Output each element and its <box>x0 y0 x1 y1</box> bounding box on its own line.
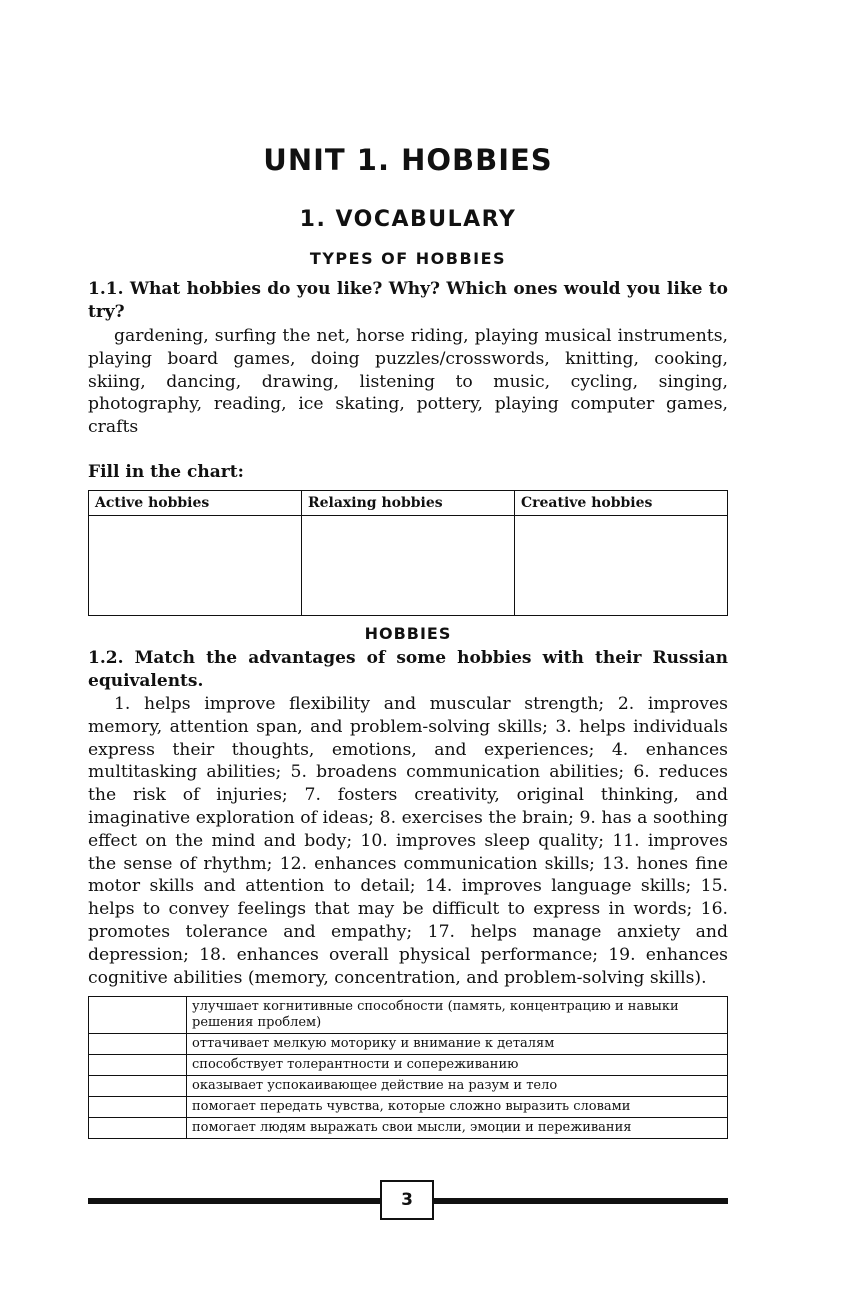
creative-hobbies-cell[interactable] <box>515 516 728 616</box>
hobby-chart <box>88 490 728 616</box>
answer-cell[interactable] <box>89 1055 187 1076</box>
section-title: 1. VOCABULARY <box>299 207 517 232</box>
russian-equivalent: улучшает когнитивные способности (память, концентрацию и навыки решения проблем) <box>187 997 728 1034</box>
russian-equivalent: оказывает успокаивающее действие на разум и тело <box>187 1076 728 1097</box>
answer-cell[interactable] <box>89 1076 187 1097</box>
active-hobbies-cell[interactable] <box>89 516 302 616</box>
russian-equivalent: оттачивает мелкую моторику и внимание к деталям <box>187 1034 728 1055</box>
russian-equivalent: помогает людям выражать свои мысли, эмоции и переживания <box>187 1118 728 1139</box>
page-number: 3 <box>380 1180 434 1220</box>
hobbies-heading: HOBBIES <box>364 624 452 643</box>
subsection-title: TYPES OF HOBBIES <box>309 249 507 268</box>
page-footer <box>88 1180 728 1222</box>
relaxing-hobbies-header: Relaxing hobbies <box>302 491 515 516</box>
answer-cell[interactable] <box>89 997 187 1034</box>
advantages-list: 1. helps improve flexibility and muscular strength; 2. improves memory, attention span, and problem-solving skills; 3. helps individuals express their thoughts, emotions, and experiences; 4. enhances multitasking abilities; 5. broadens communication abilities; 6. reduces the risk of injuries; 7. fosters creativity, original thinking, and imaginative exploration of ideas; 8. exercises the brain; 9. has a soothing effect on the mind and body; 10. improves sleep quality; 11. improves the sense of rhythm; 12. enhances communication skills; 13. hones fine motor skills and attention to detail; 14. improves language skills; 15. helps to convey feelings that may be difficult to express in words; 16. promotes tolerance and empathy; 17. helps manage anxiety and depression; 18. enhances overall physical performance; 19. enhances cognitive abilities (memory, concentration, and problem-solving skills). <box>88 694 728 988</box>
task-1-2-instruction: 1.2. Match the advantages of some hobbies with their Russian equivalents. <box>88 648 728 691</box>
unit-title: UNIT 1. HOBBIES <box>263 143 553 177</box>
table-row <box>89 1118 728 1139</box>
russian-equivalent: способствует толерантности и сопереживанию <box>187 1055 728 1076</box>
hobby-word-list: gardening, surfing the net, horse riding, playing musical instruments, playing board games, doing puzzles/crosswords, knitting, cooking, skiing, dancing, drawing, listening to music, cycling, singing, photography, reading, ice skating, pottery, playing computer games, crafts <box>88 326 728 438</box>
hobby-chart-answer-row <box>89 516 728 616</box>
answer-cell[interactable] <box>89 1034 187 1055</box>
answer-cell[interactable] <box>89 1097 187 1118</box>
russian-equivalent: помогает передать чувства, которые сложно выразить словами <box>187 1097 728 1118</box>
creative-hobbies-header: Creative hobbies <box>515 491 728 516</box>
table-row <box>89 997 728 1034</box>
table-row <box>89 1097 728 1118</box>
fill-chart-prompt: Fill in the chart: <box>88 462 244 482</box>
table-row <box>89 1076 728 1097</box>
hobby-chart-header-row <box>89 491 728 516</box>
russian-equivalents-table <box>88 996 728 1139</box>
relaxing-hobbies-cell[interactable] <box>302 516 515 616</box>
active-hobbies-header: Active hobbies <box>89 491 302 516</box>
task-1-1-instruction: 1.1. What hobbies do you like? Why? Which ones would you like to try? <box>88 279 728 322</box>
answer-cell[interactable] <box>89 1118 187 1139</box>
table-row <box>89 1034 728 1055</box>
table-row <box>89 1055 728 1076</box>
